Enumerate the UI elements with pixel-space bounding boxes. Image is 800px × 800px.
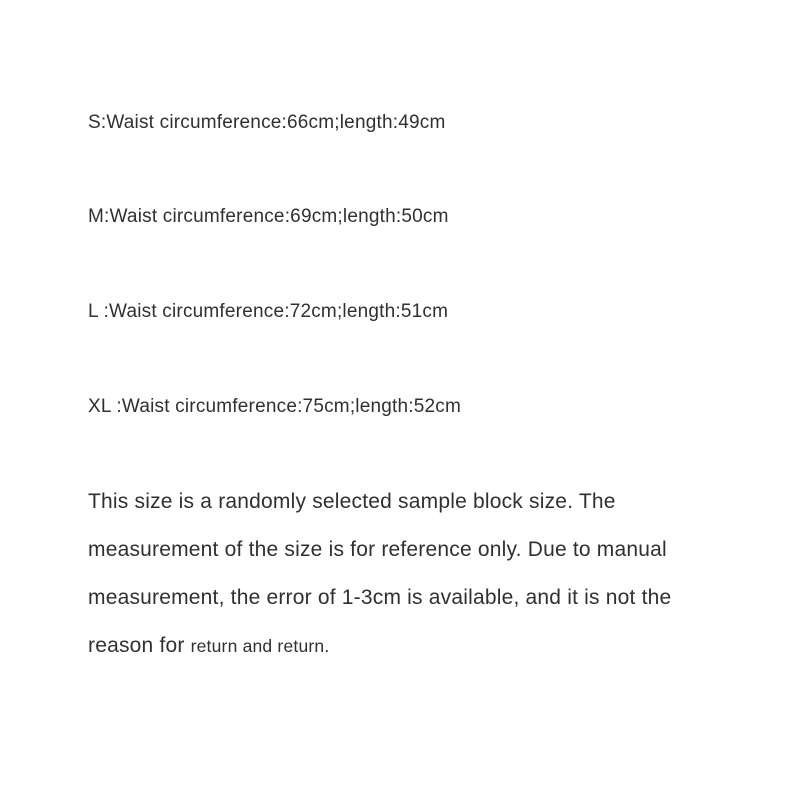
disclaimer-line-3: measurement, the error of 1-3cm is available, and it is not the	[88, 586, 672, 609]
disclaimer-line-1: This size is a randomly selected sample block size. The	[88, 490, 616, 513]
size-row-m: M:Waist circumference:69cm;length:50cm	[88, 206, 449, 227]
size-row-l: L :Waist circumference:72cm;length:51cm	[88, 301, 449, 322]
disclaimer-line-2: measurement of the size is for reference only. Due to manual	[88, 538, 667, 561]
size-row-s: S:Waist circumference:66cm;length:49cm	[88, 112, 446, 133]
disclaimer-line-4-prefix: reason for	[88, 634, 191, 657]
disclaimer-paragraph	[88, 478, 728, 670]
disclaimer-line-4	[88, 622, 728, 670]
size-row-xl: XL :Waist circumference:75cm;length:52cm	[88, 396, 462, 417]
disclaimer-line-4-suffix: return and return.	[190, 636, 330, 656]
